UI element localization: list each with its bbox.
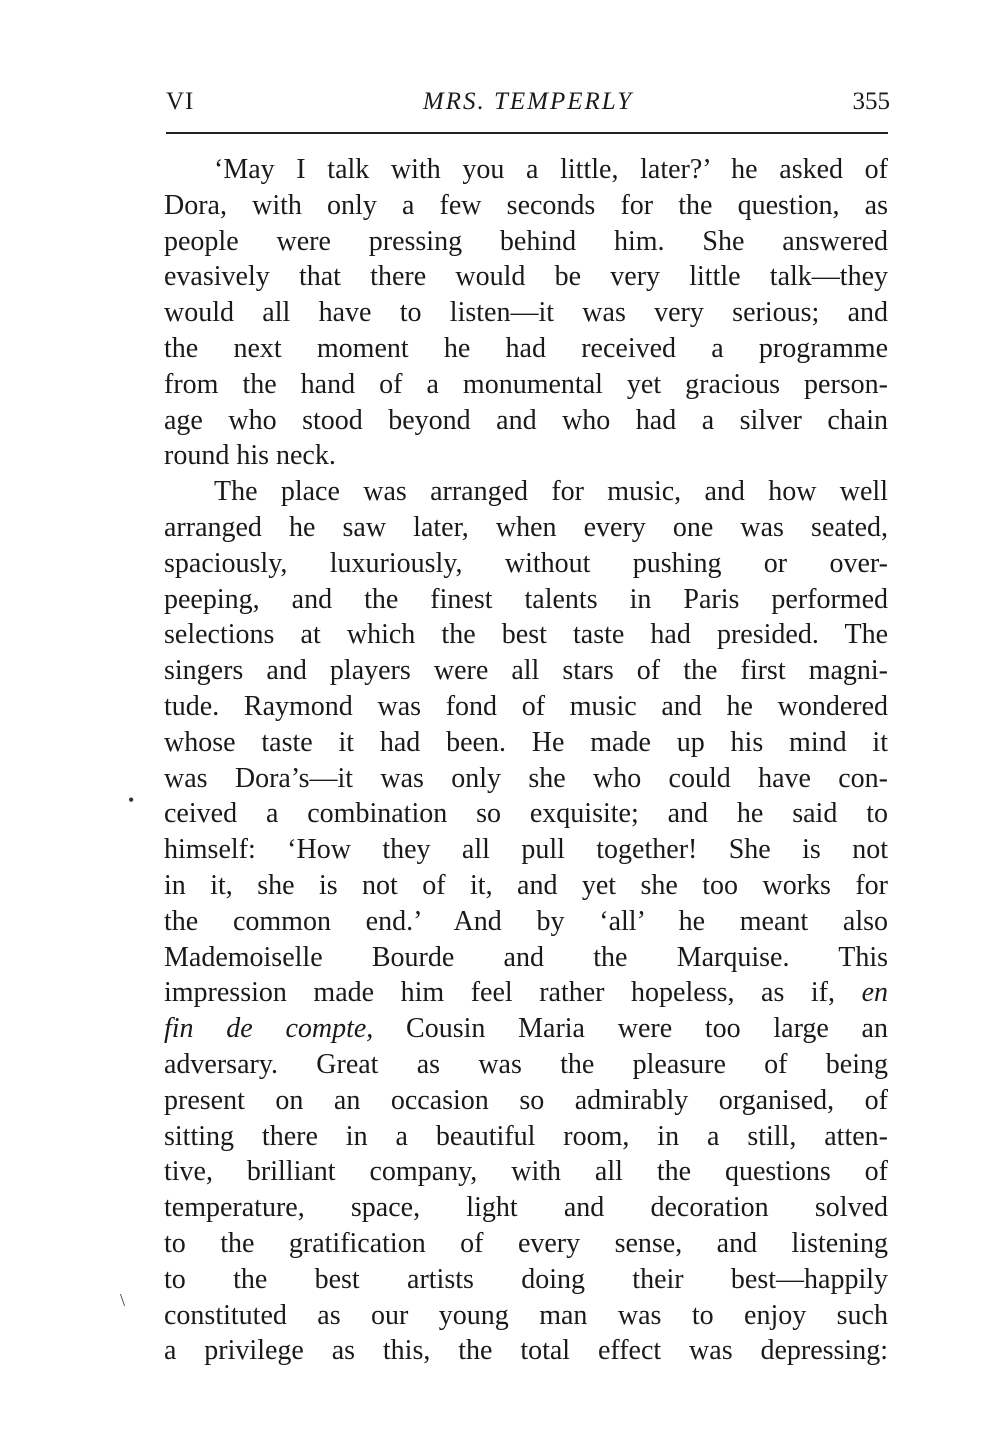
text-line: to the best artists doing their best—happily	[164, 1263, 888, 1295]
text-line: evasively that there would be very little talk—they	[164, 261, 888, 293]
text-segment: impression made him feel rather hopeless, as if,	[164, 977, 836, 1009]
margin-tick-mark: \	[120, 1290, 126, 1310]
text-line: temperature, space, light and decoration solved	[164, 1192, 888, 1224]
italic-text: fin de compte,	[164, 1013, 374, 1045]
text-line: would all have to listen—it was very serious; and	[164, 297, 888, 329]
paragraph-continuation	[164, 224, 888, 475]
text-line: singers and players were all stars of the first magni-	[164, 655, 888, 687]
text-line: sitting there in a beautiful room, in a still, atten-	[164, 1120, 888, 1152]
text-line: arranged he saw later, when every one was seated,	[164, 511, 888, 543]
text-line-with-italic	[164, 1011, 888, 1047]
text-line: himself: ‘How they all pull together! She is not	[164, 834, 888, 866]
header-rule	[166, 132, 888, 134]
text-line: people were pressing behind him. She answered	[164, 225, 888, 257]
text-line: the next moment he had received a programme	[164, 332, 888, 364]
text-line: age who stood beyond and who had a silver chain	[164, 404, 888, 436]
text-line-with-italic	[164, 975, 888, 1011]
text-line: ceived a combination so exquisite; and he said to	[164, 798, 888, 830]
paragraph	[164, 152, 888, 224]
text-line: whose taste it had been. He made up his mind it	[164, 726, 888, 758]
text-line: spaciously, luxuriously, without pushing or over-	[164, 547, 888, 579]
text-line: ‘May I talk with you a little, later?’ he asked of	[214, 154, 888, 185]
text-line: tude. Raymond was fond of music and he wondered	[164, 690, 888, 722]
page-number: 355	[852, 88, 890, 115]
text-line: present on an occasion so admirably organised, of	[164, 1084, 888, 1116]
text-line: Mademoiselle Bourde and the Marquise. This	[164, 941, 888, 973]
text-line: a privilege as this, the total effect was depressing:	[164, 1335, 888, 1367]
text-line: in it, she is not of it, and yet she too works for	[164, 869, 888, 901]
text-segment: Cousin Maria were too large an	[406, 1013, 888, 1045]
text-line: Dora, with only a few seconds for the question, as	[164, 189, 888, 221]
text-line: selections at which the best taste had presided. The	[164, 619, 888, 651]
text-line: from the hand of a monumental yet gracious person-	[164, 368, 888, 400]
text-line: adversary. Great as was the pleasure of being	[164, 1048, 888, 1080]
margin-dot-mark: •	[128, 790, 135, 810]
text-line: tive, brilliant company, with all the questions of	[164, 1156, 888, 1188]
text-line: the common end.’ And by ‘all’ he meant also	[164, 905, 888, 937]
page-header	[166, 88, 890, 128]
chapter-number: VI	[166, 88, 195, 115]
italic-text: en	[861, 977, 888, 1009]
text-line: was Dora’s—it was only she who could have con-	[164, 762, 888, 794]
text-line: constituted as our young man was to enjoy such	[164, 1299, 888, 1331]
text-line: to the gratification of every sense, and listening	[164, 1227, 888, 1259]
text-line: round his neck.	[164, 440, 336, 472]
text-line: peeping, and the finest talents in Paris performed	[164, 583, 888, 615]
running-title: MRS. TEMPERLY	[422, 88, 634, 115]
paragraph	[164, 474, 888, 1369]
body-text	[164, 152, 888, 1369]
text-line: The place was arranged for music, and how well	[214, 476, 888, 508]
